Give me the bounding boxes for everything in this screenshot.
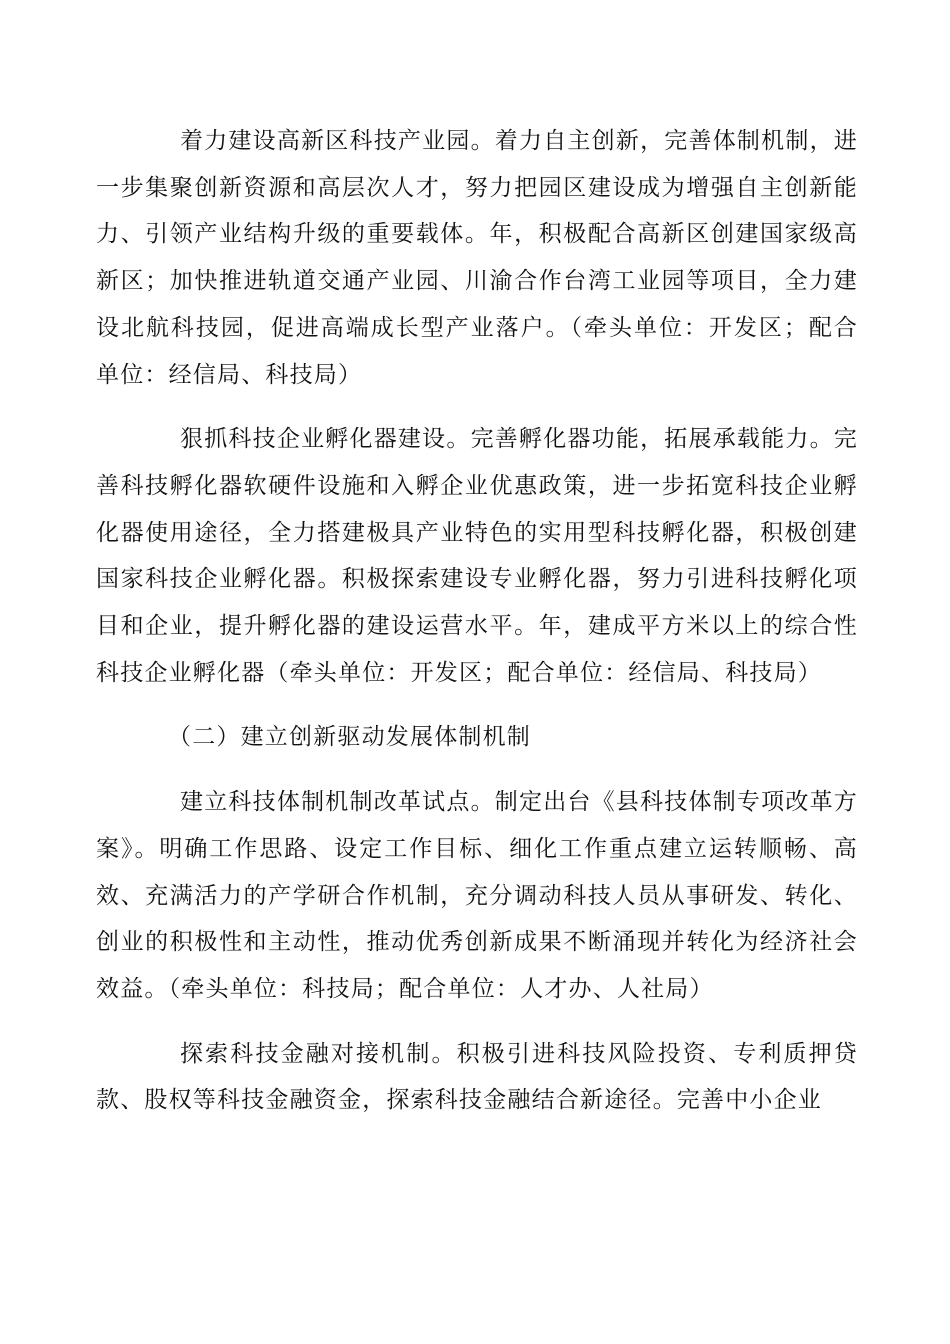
document-body [96,118,858,1142]
section-heading: （二）建立创新驱动发展体制机制 [168,724,531,751]
paragraph-tech-finance: 探索科技金融对接机制。积极引进科技风险投资、专利质押贷款、股权等科技金融资金，探索科技金融结合新途径。完善中小企业 [96,1040,858,1114]
paragraph-reform-pilot: 建立科技体制机制改革试点。制定出台《县科技体制专项改革方案》。明确工作思路、设定工作目标、细化工作重点建立运转顺畅、高效、充满活力的产学研合作机制，充分调动科技人员从事研发、转化、创业的积极性和主动性，推动优秀创新成果不断涌现并转化为经济社会效益。（牵头单位：科技局；配合单位：人才办、人社局） [96,789,858,1002]
paragraph-tech-park: 着力建设高新区科技产业园。着力自主创新，完善体制机制，进一步集聚创新资源和高层次人才，努力把园区建设成为增强自主创新能力、引领产业结构升级的重要载体。年，积极配合高新区创建国家级高新区；加快推进轨道交通产业园、川渝合作台湾工业园等项目，全力建设北航科技园，促进高端成长型产业落户。（牵头单位：开发区；配合单位：经信局、科技局） [96,128,858,388]
paragraph-incubator: 狠抓科技企业孵化器建设。完善孵化器功能，拓展承载能力。完善科技孵化器软硬件设施和入孵企业优惠政策，进一步拓宽科技企业孵化器使用途径，全力搭建极具产业特色的实用型科技孵化器，积极创建国家科技企业孵化器。积极探索建设专业孵化器，努力引进科技孵化项目和企业，提升孵化器的建设运营水平。年，建成平方米以上的综合性科技企业孵化器（牵头单位：开发区；配合单位：经信局、科技局） [96,426,858,686]
